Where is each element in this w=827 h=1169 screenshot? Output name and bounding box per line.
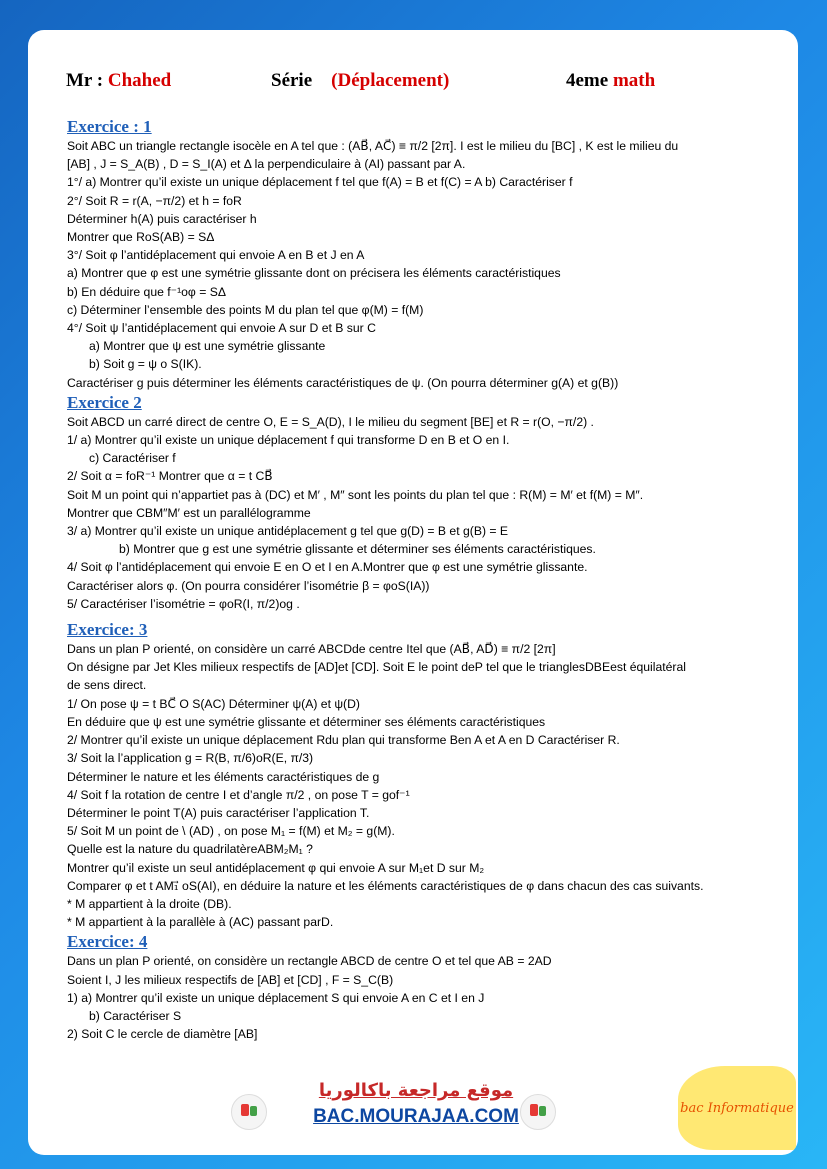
exercise-3-line: En déduire que ψ est une symétrie glissante et déterminer ses éléments caractéristiques — [67, 714, 546, 729]
serie-title — [271, 70, 449, 92]
exercise-content — [67, 116, 780, 1043]
exercise-2-line: 2/ Soit α = foR⁻¹ Montrer que α = t CB⃗ — [67, 469, 273, 484]
document-header — [66, 70, 778, 96]
exercise-2-line: 3/ a) Montrer qu’il existe un unique antidéplacement g tel que g(D) = B et g(B) = E — [67, 524, 509, 539]
exercise-2-line: 5/ Caractériser l’isométrie = φoR(I, π/2)og . — [67, 596, 300, 611]
exercise-2-line: Soit ABCD un carré direct de centre O, E = S_A(D), I le milieu du segment [BE] et R = r(O, −π/2) . — [67, 414, 594, 429]
exercise-4-line: b) Caractériser S — [89, 1008, 182, 1023]
exercise-1-line: a) Montrer que φ est une symétrie glissante dont on précisera les éléments caractéristiques — [67, 266, 561, 281]
exercise-1-line: b) En déduire que f⁻¹oφ = SΔ — [67, 284, 226, 299]
exercise-1-line: Caractériser g puis déterminer les éléments caractéristiques de ψ. (On pourra déterminer g(A) et g(B)) — [67, 375, 619, 390]
exercise-3-line: 2/ Montrer qu’il existe un unique déplacement Rdu plan qui transforme Ben A et A en D Caractériser R. — [67, 733, 620, 748]
exercise-2-line: b) Montrer que g est une symétrie glissante et déterminer ses éléments caractéristiques. — [119, 542, 596, 557]
book-logo-icon — [231, 1094, 267, 1130]
level-subject: math — [612, 70, 656, 91]
exercise-3-line: Montrer qu’il existe un seul antidéplacement φ qui envoie A sur M₁et D sur M₂ — [67, 860, 485, 875]
exercise-1-line: 2°/ Soit R = r(A, −π/2) et h = foR — [67, 193, 242, 208]
site-banner[interactable] — [286, 1078, 546, 1142]
exercise-1-title: Exercice : 1 — [67, 117, 152, 136]
exercise-1-line: 3°/ Soit φ l’antidéplacement qui envoie A en B et J en A — [67, 248, 365, 263]
exercise-3-line: Dans un plan P orienté, on considère un carré ABCDde centre Itel que (AB⃗, AD⃗) ≡ π/2 [2π] — [67, 642, 556, 657]
exercise-3-line: 5/ Soit M un point de \ (AD) , on pose M₁ = f(M) et M₂ = g(M). — [67, 824, 395, 839]
exercise-2-line: Caractériser alors φ. (On pourra considérer l’isométrie β = φoS(IA)) — [67, 578, 430, 593]
exercise-4-line: Dans un plan P orienté, on considère un rectangle ABCD de centre O et tel que AB = 2AD — [67, 954, 552, 969]
site-name-arabic[interactable]: موقع مراجعة باكالوريا — [318, 1080, 514, 1101]
exercise-3-line: * M appartient à la droite (DB). — [67, 896, 232, 911]
exercise-1-line: 4°/ Soit ψ l’antidéplacement qui envoie A sur D et B sur C — [67, 321, 376, 336]
exercise-1-line: [AB] , J = S_A(B) , D = S_I(A) et Δ la perpendiculaire à (AI) passant par A. — [67, 157, 466, 172]
exercise-3-line: de sens direct. — [67, 678, 147, 693]
exercise-2-line: c) Caractériser f — [89, 451, 176, 466]
class-level — [566, 70, 655, 92]
exercise-2-title: Exercice 2 — [67, 392, 142, 412]
exercise-3-line: On désigne par Jet Kles milieux respectifs de [AD]et [CD]. Soit E le point deP tel que le trianglesDBEest équilatéral — [67, 660, 686, 675]
exercise-3-line: 1/ On pose ψ = t BC⃗ O S(AC) Déterminer ψ(A) et ψ(D) — [67, 696, 360, 711]
book-logo-icon — [520, 1094, 556, 1130]
teacher-label: Mr : — [66, 70, 104, 91]
badge-text: bac Informatique — [680, 1100, 794, 1116]
exercise-1-line: c) Déterminer l’ensemble des points M du plan tel que φ(M) = f(M) — [67, 302, 424, 317]
bac-informatique-badge — [678, 1066, 796, 1150]
exercise-2-line: Montrer que CBM″M′ est un parallélogramme — [67, 505, 311, 520]
exercise-3-line: * M appartient à la parallèle à (AC) passant parD. — [67, 915, 334, 930]
serie-value: (Déplacement) — [331, 70, 450, 91]
exercise-3-line: 4/ Soit f la rotation de centre I et d’angle π/2 , on pose T = gof⁻¹ — [67, 787, 410, 802]
exercise-1-line: Déterminer h(A) puis caractériser h — [67, 211, 257, 226]
exercise-4-line: Soient I, J les milieux respectifs de [AB] et [CD] , F = S_C(B) — [67, 972, 394, 987]
exercise-4-line: 1) a) Montrer qu’il existe un unique déplacement S qui envoie A en C et I en J — [67, 990, 485, 1005]
teacher-value: Chahed — [107, 70, 172, 91]
exercise-2-line: Soit M un point qui n’appartiet pas à (DC) et M′ , M″ sont les points du plan tel que : R(M) = M′ et f(M) = M″. — [67, 487, 644, 502]
exercise-1-line: Montrer que RoS(AB) = SΔ — [67, 230, 215, 245]
exercise-1-line: Soit ABC un triangle rectangle isocèle en A tel que : (AB⃗, AC⃗) ≡ π/2 [2π]. I est le milieu du [BC] , K est le milieu du — [67, 139, 679, 153]
teacher-name — [66, 70, 171, 92]
exercise-3-line: Déterminer le point T(A) puis caractériser l’application T. — [67, 805, 370, 820]
exercise-1-line: 1°/ a) Montrer qu’il existe un unique déplacement f tel que f(A) = B et f(C) = A b) Caractériser f — [67, 175, 573, 190]
exercise-3-line: Déterminer le nature et les éléments caractéristiques de g — [67, 769, 380, 784]
exercise-2-line: 4/ Soit φ l’antidéplacement qui envoie E en O et I en A.Montrer que φ est une symétrie glissante. — [67, 560, 588, 575]
exercise-2-line: 1/ a) Montrer qu’il existe un unique déplacement f qui transforme D en B et O en I. — [67, 433, 510, 448]
site-url-link[interactable]: BAC.MOURAJAA.COM — [313, 1106, 519, 1127]
level-label: 4eme — [566, 70, 609, 91]
document-page — [28, 30, 798, 1155]
serie-label: Série — [271, 70, 313, 91]
exercise-3-line: 3/ Soit la l’application g = R(B, π/6)oR(E, π/3) — [67, 751, 314, 766]
exercise-4-title: Exercice: 4 — [67, 932, 148, 952]
exercise-3-title: Exercice: 3 — [67, 620, 148, 640]
exercise-1-line: a) Montrer que ψ est une symétrie glissante — [89, 339, 326, 354]
exercise-1-line: b) Soit g = ψ o S(IK). — [89, 357, 202, 372]
exercise-4-line: 2) Soit C le cercle de diamètre [AB] — [67, 1027, 258, 1042]
exercise-3-line: Comparer φ et t AM₁⃗ oS(AI), en déduire la nature et les éléments caractéristiques de φ dans chacun des cas suivants. — [67, 878, 704, 893]
exercise-3-line: Quelle est la nature du quadrilatèreABM₂M₁ ? — [67, 842, 313, 857]
page-footer — [28, 1060, 798, 1155]
